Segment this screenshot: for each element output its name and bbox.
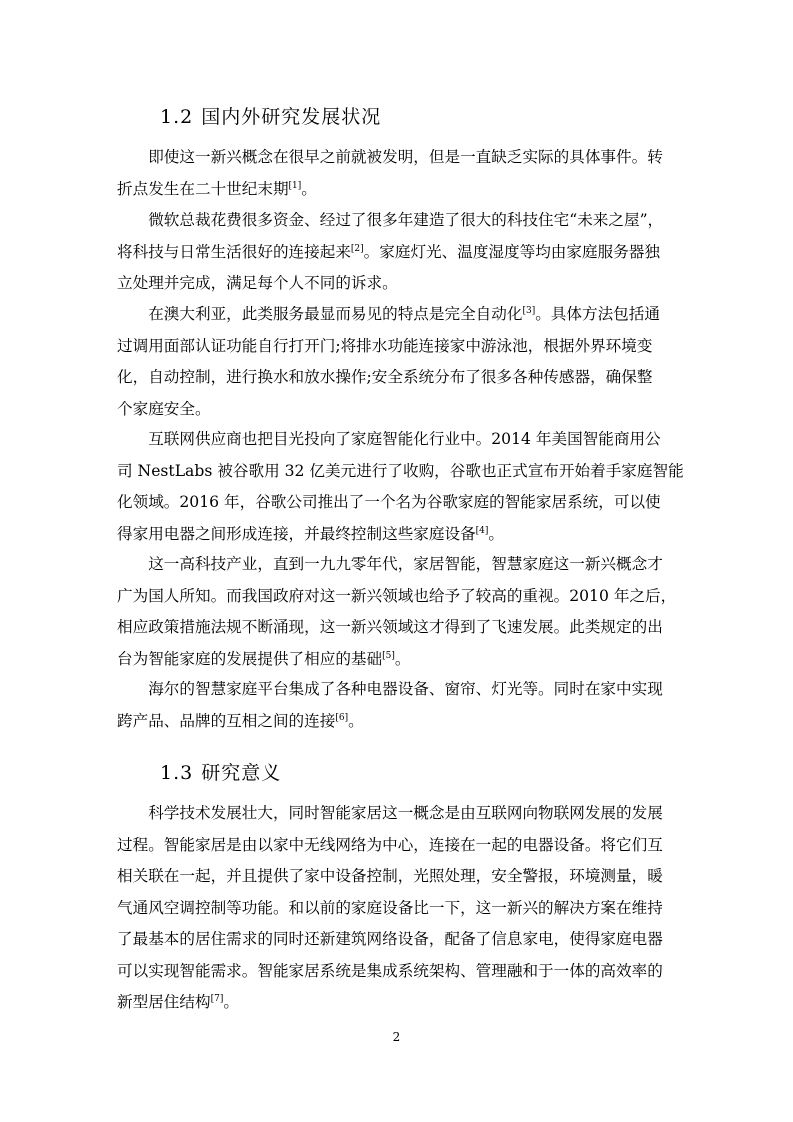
text-line: 科学技术发展壮大，同时智能家居这一概念是由互联网向物联网发展的发展 <box>148 804 663 822</box>
section-title: 国内外研究发展状况 <box>201 106 382 128</box>
section-title: 研究意义 <box>201 762 282 784</box>
paragraph <box>117 142 677 205</box>
text-line: 过调用面部认证功能自行打开门;将排水功能连接家中游泳池，根据外界环境变 <box>117 336 653 355</box>
text-line: 广为国人所知。而我国政府对这一新兴领域也给予了较高的重视。2010 年之后， <box>117 586 677 605</box>
text-line: 新型居住结构[7]。 <box>117 993 239 1011</box>
paragraph <box>117 299 677 425</box>
citation: [4] <box>475 525 489 536</box>
citation: [6] <box>335 712 349 723</box>
text-line: 化领域。2016 年，谷歌公司推出了一个名为谷歌家庭的智能家居系统，可以使 <box>117 493 661 511</box>
paragraph <box>117 798 677 1019</box>
citation: [7] <box>210 993 224 1004</box>
section-heading-1-3 <box>160 758 281 785</box>
text-line: 立处理并完成，满足每个人不同的诉求。 <box>117 274 398 292</box>
text-line: 个家庭安全。 <box>117 399 211 418</box>
citation: [1] <box>288 180 302 191</box>
citation: [3] <box>522 305 536 316</box>
section-heading-1-2 <box>160 102 381 129</box>
text-line: 海尔的智慧家庭平台集成了各种电器设备、窗帘、灯光等。同时在家中实现 <box>148 680 663 698</box>
text-line: 可以实现智能需求。智能家居系统是集成系统架构、管理融和于一体的高效率的 <box>117 961 663 980</box>
text-line: 即使这一新兴概念在很早之前就被发明，但是一直缺乏实际的具体事件。转 <box>148 148 663 166</box>
text-line: 了最基本的居住需求的同时还新建筑网络设备，配备了信息家电，使得家庭电器 <box>117 930 663 948</box>
text-line: 相关联在一起，并且提供了家中设备控制，光照处理，安全警报，环境测量，暖 <box>117 867 663 885</box>
text-line: 跨产品、品牌的互相之间的连接[6]。 <box>117 711 364 730</box>
paragraph <box>117 424 684 550</box>
text-line: 这一高科技产业，直到一九九零年代，家居智能，智慧家庭这一新兴概念才 <box>148 555 663 573</box>
text-line: 折点发生在二十世纪末期[1]。 <box>117 179 317 198</box>
text-line: 气通风空调控制等功能。和以前的家庭设备比一下，这一新兴的解决方案在维持 <box>117 898 663 917</box>
section-number: 1.2 <box>160 106 194 128</box>
citation: [2] <box>350 243 364 254</box>
section-number: 1.3 <box>160 762 194 784</box>
text-line: 在澳大利亚，此类服务最显而易见的特点是完全自动化[3]。具体方法包括通 <box>148 305 660 323</box>
paragraph <box>117 549 677 675</box>
text-line: 司 NestLabs 被谷歌用 32 亿美元进行了收购，谷歌也正式宣布开始着手家庭智能 <box>117 461 684 480</box>
text-line: 得家用电器之间形成连接，并最终控制这些家庭设备[4]。 <box>117 524 505 543</box>
text-line: 将科技与日常生活很好的连接起来[2]。家庭灯光、温度湿度等均由家庭服务器独 <box>117 242 660 261</box>
text-line: 过程。智能家居是由以家中无线网络为中心，连接在一起的电器设备。将它们互 <box>117 835 663 854</box>
paragraph <box>117 205 677 300</box>
paragraph <box>117 674 677 737</box>
page-number: 2 <box>392 1030 401 1044</box>
citation: [5] <box>382 650 395 661</box>
text-line: 互联网供应商也把目光投向了家庭智能化行业中。2014 年美国智能商用公 <box>148 430 661 448</box>
text-line: 台为智能家庭的发展提供了相应的基础[5]。 <box>117 649 411 668</box>
text-line: 相应政策措施法规不断涌现，这一新兴领域这才得到了飞速发展。此类规定的出 <box>117 618 663 636</box>
text-line: 化，自动控制，进行换水和放水操作;安全系统分布了很多各种传感器，确保整 <box>117 368 653 386</box>
text-line: 微软总裁花费很多资金、经过了很多年建造了很大的科技住宅“未来之屋”， <box>148 211 664 229</box>
